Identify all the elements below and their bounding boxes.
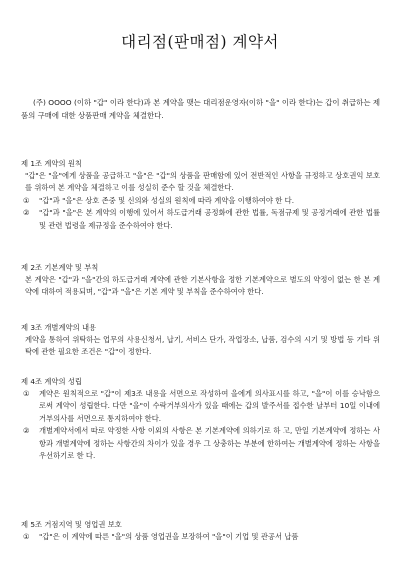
clause-number: ②	[23, 208, 30, 218]
clause-text: 개별계약서에서 따로 약정한 사항 이외의 사항은 본 기본계약에 의하기로 하 고, 만일 기본계약에 정하는 사항과 개별계약에 정하는 사항간의 차이가 있을 경우 그 상충하는 부분에 한하여는 개별계약에 정하는 사항을 우선하기로 한 다.	[39, 426, 380, 461]
clause-number: ②	[23, 426, 30, 436]
clause-item	[21, 425, 380, 462]
article-body	[21, 531, 380, 543]
article-heading: 제 1조 계약의 원칙	[21, 159, 82, 168]
article-body	[21, 334, 380, 359]
article-heading: 제 5조 거점지역 및 영업권 보호	[21, 520, 122, 529]
clause-item	[21, 207, 380, 232]
article-heading: 제 3조 개별계약의 내용	[21, 323, 97, 332]
clause-item	[21, 195, 380, 207]
article-body	[21, 274, 380, 299]
clause-number: ①	[23, 532, 30, 541]
article-1	[21, 158, 380, 232]
article-paragraph: 본 계약은 "갑"과 "을"간의 하도급거래 계약에 관한 기본사항을 정한 기본계약으로 별도의 약정이 없는 한 본 계약에 대하여 적용되며, "갑"과 "을"은 기본 계약 및 부칙을 준수하여야 한다.	[25, 275, 380, 297]
clause-text: "갑"은 이 계약에 따른 "을"의 상품 영업권을 보장하여 "을"이 기업 및 관공서 납품	[39, 532, 299, 541]
article-5	[21, 519, 380, 543]
article-heading: 제 4조 계약의 성립	[21, 377, 82, 386]
article-heading: 제 2조 기본계약 및 부칙	[21, 263, 99, 272]
article-paragraph: 계약을 통하여 위탁하는 업무의 사용신청서, 납기, 서비스 단가, 작업장소, 납품, 검수의 시기 및 방법 등 기타 위탁에 관한 필요한 조건은 "갑"이 정한다.	[25, 335, 380, 357]
article-2	[21, 262, 380, 299]
clause-number: ①	[23, 389, 30, 398]
clause-item	[21, 388, 380, 425]
document-title: 대리점(판매점) 계약서	[121, 33, 279, 51]
clause-text: 계약은 원칙적으로 "갑"이 제3조 내용을 서면으로 작성하여 을에게 의사표시를 하고, "을"이 이를 승낙함으로써 계약이 성립한다. 다만 "을"이 수락거부의사가 있을 때에는 갑의 발주서를 접수한 날부터 10일 이내에 거부의사를 서면으로 통지하여야 한다.	[39, 389, 380, 423]
clause-text: "갑"과 "을"은 본 계약의 이행에 있어서 하도급거래 공정화에 관한 법률, 독점규제 및 공정거래에 관한 법률 및 관련 법령을 제규정을 준수하여야 한다.	[39, 208, 380, 230]
article-body	[21, 388, 380, 462]
intro-paragraph: (주) OOOO (이하 "갑" 이라 한다)과 본 계약을 맺는 대리점운영자(이하 "을" 이라 한다)는 갑이 취급하는 제품의 구매에 대한 상품판매 계약을 체결한다.	[21, 98, 380, 120]
clause-item	[21, 531, 380, 543]
article-body	[21, 170, 380, 232]
article-3	[21, 322, 380, 359]
clause-text: "갑"과 "을"은 상호 존중 및 신의와 성실의 원칙에 따라 계약을 이행하여야 한 다.	[39, 195, 295, 205]
article-paragraph: "갑"은 "을"에게 상품을 공급하고 "을"은 "갑"의 상품을 판매함에 있어 전반적인 사항을 규정하고 상호권익 보호를 위하여 본 계약을 체결하고 이를 성실히 준수 할 것을 체결한다.	[25, 171, 380, 193]
clause-number: ①	[23, 195, 30, 205]
article-4	[21, 376, 380, 462]
